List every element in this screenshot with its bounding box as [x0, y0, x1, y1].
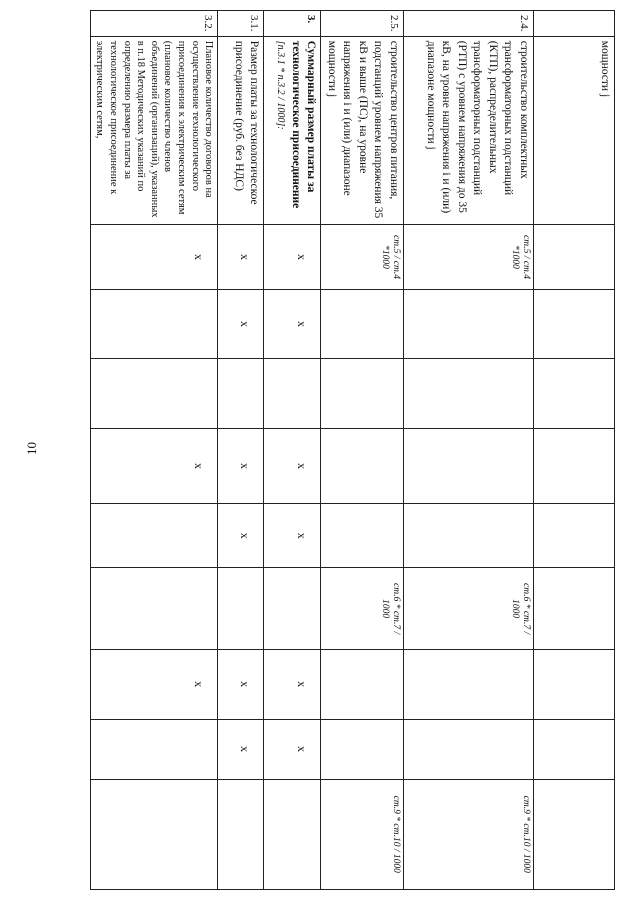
cell-x: x: [218, 504, 264, 568]
cell-formula: ст.5 / ст.4 *1000: [404, 225, 534, 289]
cell-x: [264, 568, 321, 649]
table-row: [404, 11, 534, 890]
cell-x: [218, 568, 264, 649]
cell-x: x: [264, 429, 321, 504]
cell-x: [90, 289, 218, 359]
cell-x: x: [218, 289, 264, 359]
cell-formula: ст.9 * ст.10 / 1000: [321, 779, 404, 889]
cell-x: x: [264, 504, 321, 568]
cell-formula: ст.6 * ст.7 / 1000: [321, 568, 404, 649]
row-num: 3.1.: [218, 11, 264, 37]
table-row: [90, 11, 218, 890]
tariff-table: [90, 10, 615, 890]
row-sublabel: [п.3.1 * п.3.2 / 1000]:: [275, 40, 287, 130]
cell-x: x: [90, 649, 218, 719]
cell-x: x: [264, 289, 321, 359]
row-num: 2.5.: [321, 11, 404, 37]
cell-x: [264, 359, 321, 429]
rotated-page: [94, 10, 615, 890]
cell-x: [218, 779, 264, 889]
row-num: 3.: [264, 11, 321, 37]
cell-x: [264, 779, 321, 889]
cell-x: x: [218, 719, 264, 779]
table-row: [321, 11, 404, 890]
cell-x: x: [218, 429, 264, 504]
cell-formula: ст.9 * ст.10 / 1000: [404, 779, 534, 889]
row-label: строительство центров питания, подстанций уровнем напряжения 35 кВ и выше (ПС), на уровне напряжения i и (или) диапазоне мощности j: [321, 36, 404, 225]
header-num: [534, 11, 615, 37]
cell-x: x: [264, 225, 321, 289]
page-number: 10: [24, 442, 39, 455]
cell-x: [90, 719, 218, 779]
row-label: Суммарный размер платы за технологическое присоединение: [289, 40, 318, 209]
cell-x: [90, 504, 218, 568]
cell-x: x: [264, 649, 321, 719]
cell-x: x: [218, 225, 264, 289]
row-label-cell: [264, 36, 321, 225]
cell-x: [218, 359, 264, 429]
row-label: Размер платы за технологическое присоединение (руб. без НДС): [218, 36, 264, 225]
cell-x: [90, 359, 218, 429]
table-row: [218, 11, 264, 890]
cell-x: x: [90, 429, 218, 504]
cell-x: x: [90, 225, 218, 289]
row-num: 2.4.: [404, 11, 534, 37]
row-label: Плановое количество договоров на осуществление технологического присоединения к электрическим сетям (плановое количество членов объединений (организаций), указанных в п.18 Методических указаний по определению размера платы за технологическое присоединение к электрическим сетям,: [90, 36, 218, 225]
table-row: [264, 11, 321, 890]
cell-x: [90, 779, 218, 889]
cell-x: x: [264, 719, 321, 779]
cell-formula: ст.6 * ст.7 / 1000: [404, 568, 534, 649]
header-row: [534, 11, 615, 890]
cell-x: x: [218, 649, 264, 719]
cell-x: [90, 568, 218, 649]
cell-formula: ст.5 / ст.4 *1000: [321, 225, 404, 289]
header-label: мощности j: [534, 36, 615, 225]
row-num: 3.2.: [90, 11, 218, 37]
row-label: строительство комплектных трансформаторных подстанций (КТП), распределительных трансформаторных подстанций (РТП) с уровнем напряжения до 35 кВ, на уровне напряжения i и (или) диапазоне мощности j: [404, 36, 534, 225]
